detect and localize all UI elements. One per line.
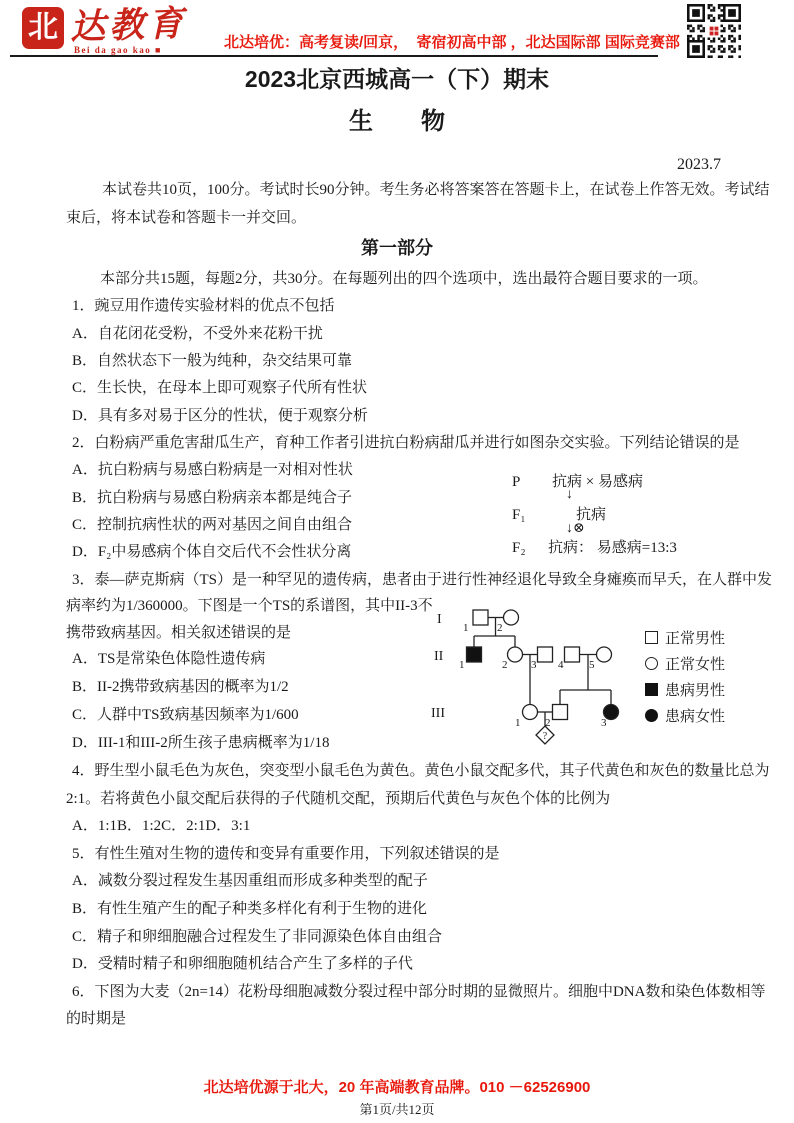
pedigree-individual-II-4 — [565, 647, 580, 662]
q5-option-d: D．受精时精子和卵细胞随机结合产生了多样的子代 — [72, 956, 413, 972]
affected-male-icon — [645, 683, 658, 696]
q1-stem: 1．豌豆用作遗传实验材料的优点不包括 — [72, 298, 335, 314]
pedigree-number: 1 — [463, 622, 469, 634]
q2-option-d: D．F₂中易感病个体自交后代不会性状分离 — [72, 544, 352, 560]
logo-seal — [22, 7, 64, 49]
notice-line-1: 本试卷共10页，100分。考试时长90分钟。考生务必将答案答在答题卡上，在试卷上作答无效。考试结 — [102, 182, 770, 198]
q4-options-line: A．1:1B．1:2C．2:1D．3:1 — [72, 818, 251, 834]
q3-option-c: C．人群中TS致病基因频率为1/600 — [72, 707, 299, 723]
q3-stem-3: 携带致病基因。相关叙述错误的是 — [66, 625, 292, 641]
notice-line-2: 束后，将本试卷和答题卡一并交回。 — [66, 210, 307, 226]
legend-label: 患病男性 — [665, 683, 726, 699]
pedigree-number: 1 — [515, 717, 521, 729]
q3-option-b: B．II-2携带致病基因的概率为1/2 — [72, 679, 289, 695]
normal-male-icon — [645, 631, 658, 644]
pedigree-individual-II-2 — [508, 647, 523, 662]
pedigree-individual-III-1 — [523, 705, 538, 720]
qr-code-icon — [687, 4, 741, 58]
q1-option-c: C．生长快，在母本上即可观察子代所有性状 — [72, 380, 368, 396]
exam-title: 2023北京西城高一（下）期末 — [244, 66, 550, 92]
q1-option-b: B．自然状态下一般为纯种，杂交结果可靠 — [72, 353, 353, 369]
logo-subtext: Bei da gao kao ■ — [74, 45, 162, 55]
cross-f1-label: F₁ — [512, 507, 526, 523]
exam-date: 2023.7 — [677, 156, 721, 173]
q3-stem-1: 3．泰—萨克斯病（TS）是一种罕见的遗传病，患者由于进行性神经退化导致全身瘫痪而早夭，在人群中发 — [72, 572, 773, 588]
footer-brand-line: 北达培优源于北大，20 年高端教育品牌。010 －62526900 — [203, 1079, 591, 1096]
pedigree-number: 4 — [558, 659, 564, 671]
pedigree-number: 5 — [589, 659, 595, 671]
pedigree-individual-II-3 — [538, 647, 553, 662]
cross-f2-label: F₂ — [512, 540, 526, 556]
pedigree-individual-II-1 — [467, 647, 482, 662]
legend-label: 患病女性 — [665, 709, 726, 725]
exam-subject: 生 物 — [349, 108, 445, 135]
legend-item — [645, 626, 725, 652]
affected-female-icon — [645, 709, 658, 722]
pedigree-gen1-label: I — [437, 612, 442, 627]
q5-option-a: A．减数分裂过程发生基因重组而形成多种类型的配子 — [72, 873, 428, 889]
q3-stem-2: 病率约为1/360000。下图是一个TS的系谱图，其中II-3不 — [66, 598, 433, 614]
legend-label: 正常男性 — [665, 631, 726, 647]
q1-option-a: A．自花闭花受粉，不受外来花粉干扰 — [72, 326, 323, 342]
q6-stem-1: 6．下图为大麦（2n=14）花粉母细胞减数分裂过程中部分时期的显微照片。细胞中DNA数和染色体数相等 — [72, 984, 766, 1000]
q6-stem-2: 的时期是 — [66, 1011, 127, 1027]
q1-option-d: D．具有多对易于区分的性状，便于观察分析 — [72, 408, 368, 424]
cross-p-label: P — [512, 474, 521, 490]
cross-f1-value: 抗病 — [576, 507, 607, 523]
q3-pedigree-figure — [425, 597, 655, 749]
q2-cross-figure — [512, 474, 722, 564]
q5-option-b: B．有性生殖产生的配子种类多样化有利于生物的进化 — [72, 901, 428, 917]
pedigree-gen2-label: II — [434, 649, 444, 664]
q2-option-c: C．控制抗病性状的两对基因之间自由组合 — [72, 517, 353, 533]
cross-p-value: 抗病 × 易感病 — [552, 474, 643, 490]
logo-seal-char: 北 — [28, 11, 58, 44]
pedigree-number: 3 — [531, 659, 537, 671]
part1-heading: 第一部分 — [361, 238, 433, 258]
cross-arrow-icon: ↓ — [566, 487, 573, 502]
normal-female-icon — [645, 657, 658, 670]
pedigree-number: 3 — [601, 717, 607, 729]
q2-option-a: A．抗白粉病与易感白粉病是一对相对性状 — [72, 462, 353, 478]
logo-script-text: 达教育 — [69, 3, 188, 48]
pedigree-number: 2 — [497, 622, 503, 634]
legend-label: 正常女性 — [665, 657, 726, 673]
legend-item — [645, 678, 725, 704]
pedigree-gen3-label: III — [431, 706, 445, 721]
pedigree-individual-II-5 — [597, 647, 612, 662]
q5-option-c: C．精子和卵细胞融合过程发生了非同源染色体自由组合 — [72, 929, 443, 945]
brand-logo — [20, 4, 230, 56]
q4-stem-1: 4．野生型小鼠毛色为灰色，突变型小鼠毛色为黄色。黄色小鼠交配多代，其子代黄色和灰色的数量比总为 — [72, 763, 770, 779]
pedigree-individual-I-1 — [473, 610, 488, 625]
cross-selfing-arrow-icon: ↓⊗ — [566, 521, 585, 536]
pedigree-individual-III-2 — [553, 705, 568, 720]
q3-option-a: A．TS是常染色体隐性遗传病 — [72, 651, 266, 667]
footer-page-number: 第1页/共12页 — [359, 1102, 435, 1117]
part1-intro: 本部分共15题，每题2分，共30分。在每题列出的四个选项中，选出最符合题目要求的一项。 — [100, 271, 708, 287]
pedigree-number: 1 — [459, 659, 465, 671]
legend-item — [645, 704, 725, 730]
q3-option-d: D．III-1和III-2所生孩子患病概率为1/18 — [72, 735, 330, 751]
pedigree-number: 2 — [502, 659, 508, 671]
pedigree-unknown-mark: ? — [542, 731, 548, 742]
cross-f2-value: 抗病： 易感病=13:3 — [548, 540, 677, 556]
pedigree-number: 2 — [545, 717, 551, 729]
header-rule — [10, 55, 658, 57]
q2-option-b: B．抗白粉病与易感白粉病亲本都是纯合子 — [72, 490, 353, 506]
q2-stem: 2．白粉病严重危害甜瓜生产，育种工作者引进抗白粉病甜瓜并进行如图杂交实验。下列结论错误的是 — [72, 435, 740, 451]
header-slogan: 北达培优：高考复读/回京， 寄宿初高中部 ，北达国际部 国际竞赛部 — [224, 34, 680, 51]
pedigree-individual-I-2 — [504, 610, 519, 625]
q3-legend — [645, 626, 725, 730]
q4-stem-2: 2:1。若将黄色小鼠交配后获得的子代随机交配，预期后代黄色与灰色个体的比例为 — [66, 791, 611, 807]
legend-item — [645, 652, 725, 678]
q5-stem: 5．有性生殖对生物的遗传和变异有重要作用，下列叙述错误的是 — [72, 846, 500, 862]
